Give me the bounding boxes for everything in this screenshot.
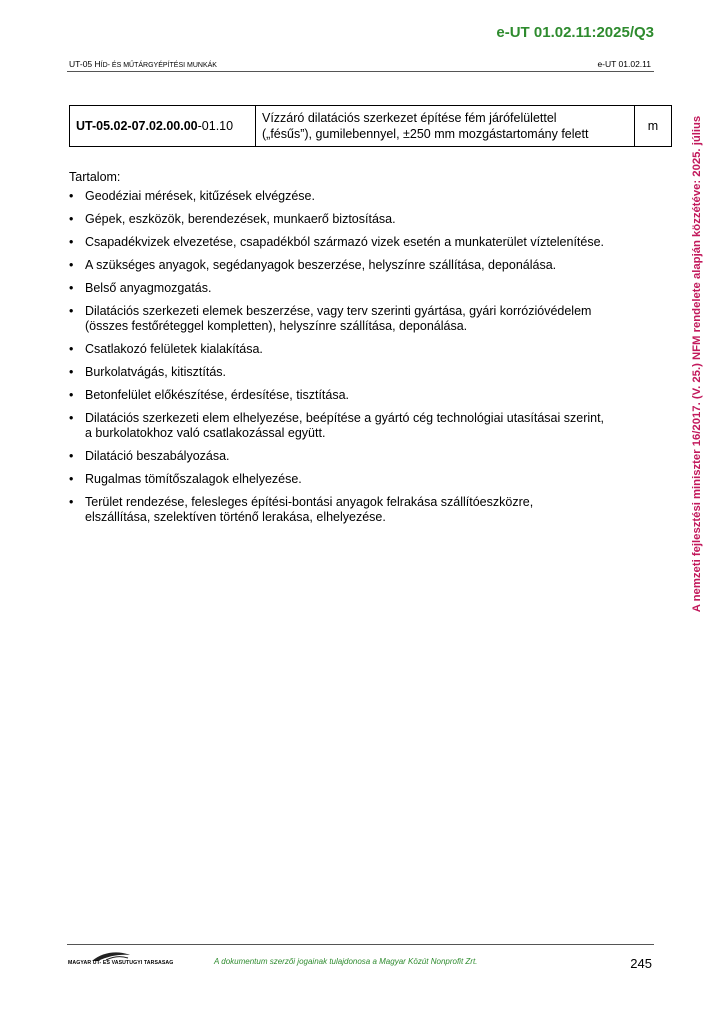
list-item-text: Rugalmas tömítőszalagok elhelyezése. [85, 472, 302, 486]
list-item-text-continued: a burkolatokhoz való csatlakozással együtt. [85, 426, 326, 440]
list-item [69, 304, 649, 334]
list-item [69, 449, 649, 464]
list-item [69, 281, 649, 296]
item-row [70, 106, 672, 147]
document-reference: e-UT 01.02.11 [597, 59, 651, 69]
list-item [69, 411, 649, 441]
header-divider [67, 71, 654, 72]
copyright-notice: A dokumentum szerzői jogainak tulajdonosa a Magyar Közút Nonprofit Zrt. [214, 957, 478, 966]
list-item-text: Belső anyagmozgatás. [85, 281, 212, 295]
list-item-text: Terület rendezése, felesleges építési-bontási anyagok felrakása szállítóeszközre, [85, 495, 534, 509]
bullet-icon: • [69, 235, 74, 249]
list-item-text: Betonfelület előkészítése, érdesítése, tisztítása. [85, 388, 350, 402]
bullet-icon: • [69, 189, 74, 203]
list-item-text: Burkolatvágás, kitisztítás. [85, 365, 227, 379]
item-code-cell [70, 106, 256, 147]
list-item [69, 342, 649, 357]
list-item-text: Csapadékvizek elvezetése, csapadékból származó vizek esetén a munkaterület víztelenítése. [85, 235, 605, 249]
bullet-icon: • [69, 472, 74, 486]
contents-title: Tartalom: [69, 170, 121, 184]
item-description-line-1: Vízzáró dilatációs szerkezet építése fém járófelülettel [262, 111, 557, 125]
bullet-icon: • [69, 304, 74, 318]
list-item [69, 212, 649, 227]
list-item [69, 235, 649, 250]
bullet-icon: • [69, 258, 74, 272]
section-smallcaps: ÍD- ÉS MŰTÁRGYÉPÍTÉSI MUNKÁK [100, 62, 217, 69]
organization-logo-icon [68, 948, 168, 970]
list-item [69, 365, 649, 380]
list-item-text-continued: (összes festőréteggel kompletten), helyszínre szállítása, deponálása. [85, 319, 468, 333]
contents-list [69, 189, 649, 533]
side-note [686, 100, 708, 628]
footer-divider [67, 944, 654, 945]
logo-text: MAGYAR UT- ES VASUTUGYI TARSASAG [68, 960, 174, 966]
bullet-icon: • [69, 388, 74, 402]
list-item [69, 388, 649, 403]
section-prefix: UT-05 H [69, 59, 101, 69]
item-description-line-2: („fésűs”), gumilebennyel, ±250 mm mozgástartomány felett [262, 127, 589, 141]
side-note-text: A nemzeti fejlesztési miniszter 16/2017. (V. 25.) NFM rendelete alapján közzétéve: 2025. július [691, 115, 703, 613]
list-item-text: Dilatációs szerkezeti elemek beszerzése, vagy terv szerinti gyártása, gyári korrózióvédelem [85, 304, 592, 318]
item-unit-cell: m [635, 106, 672, 147]
list-item-text: A szükséges anyagok, segédanyagok beszerzése, helyszínre szállítása, deponálása. [85, 258, 557, 272]
item-code-bold: UT-05.02-07.02.00.00 [76, 119, 198, 133]
list-item [69, 258, 649, 273]
bullet-icon: • [69, 495, 74, 509]
section-title [69, 59, 217, 69]
document-code: e-UT 01.02.11:2025/Q3 [496, 24, 654, 41]
list-item-text: Geodéziai mérések, kitűzések elvégzése. [85, 189, 315, 203]
list-item-text: Csatlakozó felületek kialakítása. [85, 342, 263, 356]
list-item [69, 495, 649, 525]
item-table [69, 105, 672, 147]
item-description-cell [256, 106, 635, 147]
item-code-suffix: -01.10 [197, 119, 234, 133]
list-item-text-continued: elszállítása, szelektíven történő lerakása, elhelyezése. [85, 510, 386, 524]
list-item [69, 472, 649, 487]
list-item-text: Gépek, eszközök, berendezések, munkaerő biztosítása. [85, 212, 396, 226]
bullet-icon: • [69, 449, 74, 463]
bullet-icon: • [69, 281, 74, 295]
list-item-text: Dilatációs szerkezeti elem elhelyezése, beépítése a gyártó cég technológiai utasításai szerint, [85, 411, 605, 425]
bullet-icon: • [69, 365, 74, 379]
bullet-icon: • [69, 411, 74, 425]
bullet-icon: • [69, 342, 74, 356]
page-number: 245 [630, 956, 652, 971]
list-item [69, 189, 649, 204]
bullet-icon: • [69, 212, 74, 226]
list-item-text: Dilatáció beszabályozása. [85, 449, 230, 463]
